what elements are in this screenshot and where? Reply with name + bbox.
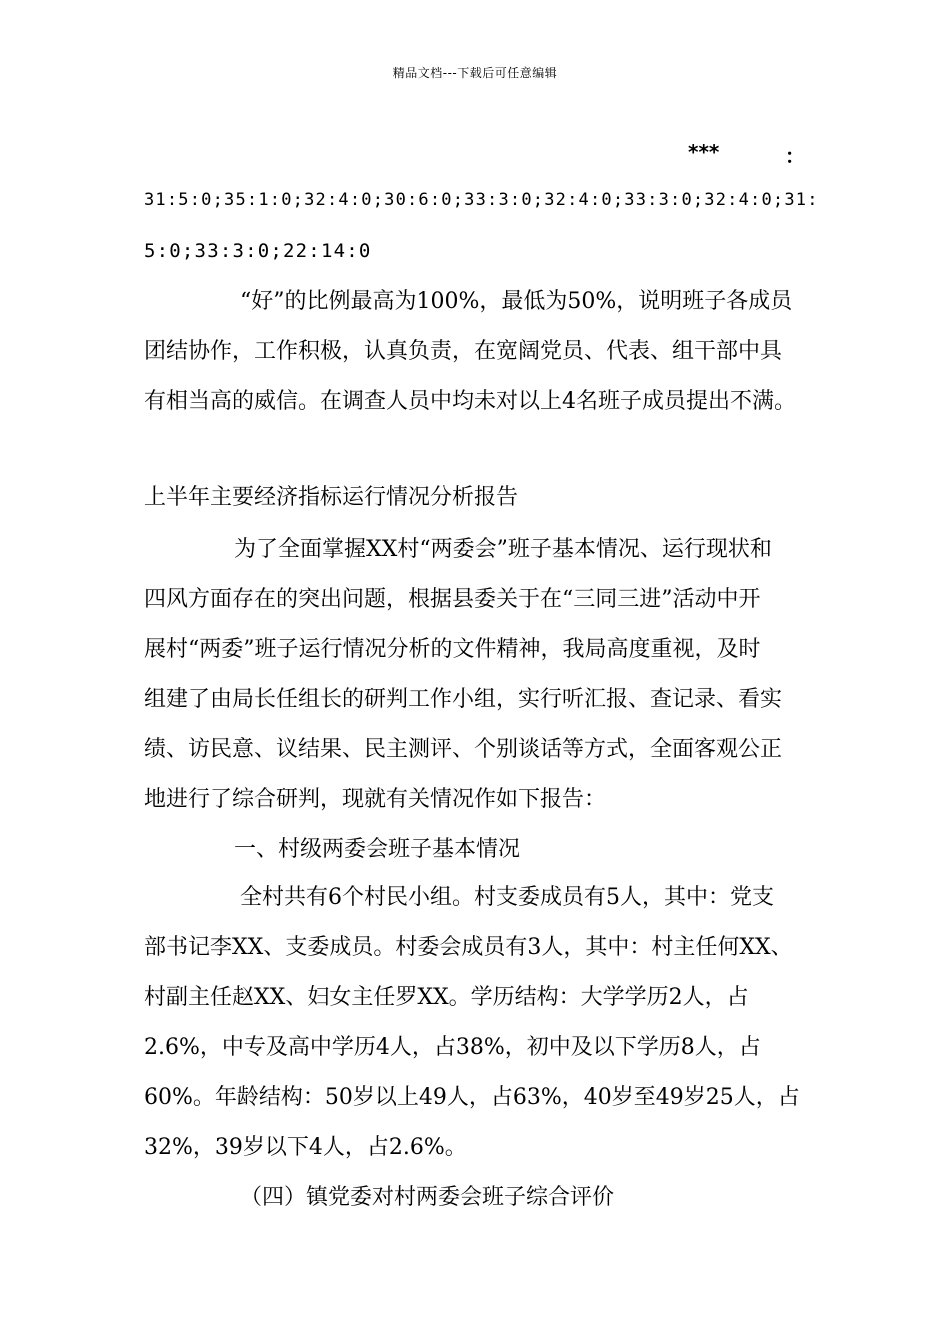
page-header: 精品文档---下载后可任意编辑 <box>392 66 558 80</box>
masked-name-stars: *** <box>688 140 720 164</box>
para1-line-3: 有相当高的威信。在调查人员中均未对以上4名班子成员提出不满。 <box>144 389 796 414</box>
para2-line-5: 绩、访民意、议结果、民主测评、个别谈话等方式，全面客观公正 <box>144 737 783 762</box>
para1-line-2: 团结协作，工作积极，认真负责，在宽阔党员、代表、组干部中具 <box>144 339 783 364</box>
para3-line-2: 部书记李XX、支委成员。村委会成员有3人，其中：村主任何XX、 <box>144 935 793 960</box>
para3-line-4: 2.6%，中专及高中学历4人，占38%，初中及以下学历8人，占 <box>144 1035 761 1060</box>
section4-heading: （四）镇党委对村两委会班子综合评价 <box>240 1185 615 1210</box>
para3-line-1: 全村共有6个村民小组。村支委成员有5人，其中：党支 <box>240 885 774 910</box>
section1-heading: 一、村级两委会班子基本情况 <box>234 837 521 862</box>
masked-name-colon: ： <box>785 144 805 168</box>
para3-line-6: 32%，39岁以下4人，占2.6%。 <box>144 1135 467 1160</box>
para2-line-2: 四风方面存在的突出问题，根据县委关于在“三同三进”活动中开 <box>144 587 761 612</box>
para2-line-4: 组建了由局长任组长的研判工作小组，实行听汇报、查记录、看实 <box>144 687 783 712</box>
report-title: 上半年主要经济指标运行情况分析报告 <box>144 485 519 510</box>
para2-line-3: 展村“两委”班子运行情况分析的文件精神，我局高度重视，及时 <box>144 637 761 662</box>
para3-line-3: 村副主任赵XX、妇女主任罗XX。学历结构：大学学历2人，占 <box>144 985 749 1010</box>
vote-data-line-2: 5:0;33:3:0;22:14:0 <box>144 240 372 262</box>
para2-line-1: 为了全面掌握XX村“两委会”班子基本情况、运行现状和 <box>234 537 772 562</box>
para2-line-6: 地进行了综合研判，现就有关情况作如下报告： <box>144 787 607 812</box>
para3-line-5: 60%。年龄结构：50岁以上49人，占63%，40岁至49岁25人，占 <box>144 1085 800 1110</box>
para1-line-1: “好”的比例最高为100%，最低为50%，说明班子各成员 <box>240 289 793 314</box>
vote-data-line-1: 31:5:0;35:1:0;32:4:0;30:6:0;33:3:0;32:4:0;33:3:0;32:4:0;31: <box>144 190 819 210</box>
